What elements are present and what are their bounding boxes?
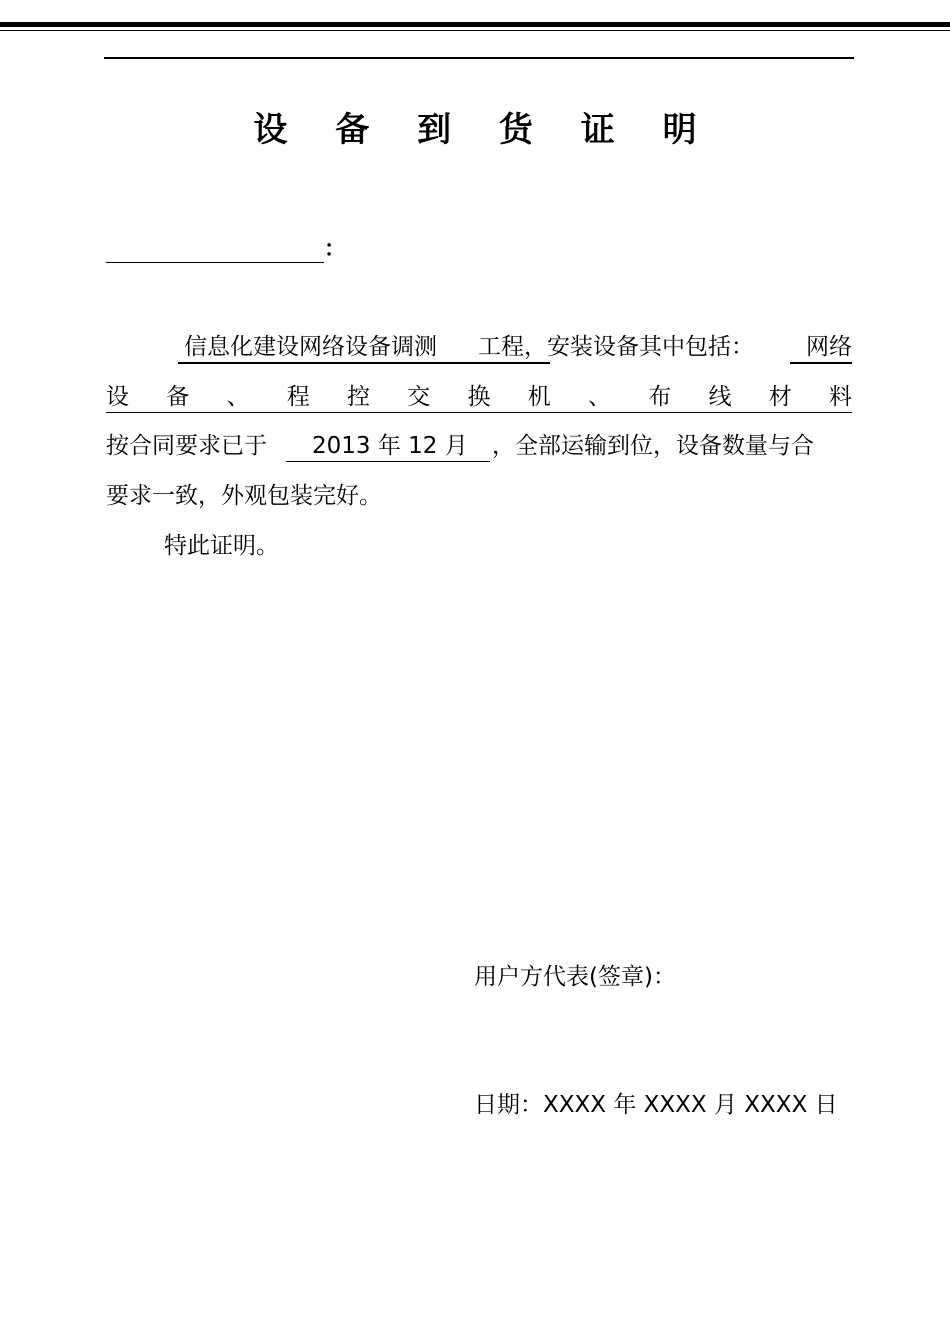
equipment-char: 程 <box>286 384 310 410</box>
equipment-char: 交 <box>407 384 431 410</box>
closing-text: 特此证明。 <box>164 533 279 559</box>
equipment-char: 、 <box>226 384 250 410</box>
header-thick-rule <box>0 22 950 27</box>
document-title: 设 备 到 货 证 明 <box>253 110 715 150</box>
signature-date: 日期：XXXX 年 XXXX 月 XXXX 日 <box>474 1092 838 1118</box>
paragraph-line-4 <box>106 473 852 523</box>
equipment-char: 备 <box>166 384 190 410</box>
equipment-char: 设 <box>106 384 129 410</box>
arrival-date-underline <box>286 427 490 462</box>
text-after-project: 工程，安装设备其中包括： <box>478 334 754 360</box>
equipment-list <box>106 378 852 411</box>
conformity-text: 要求一致，外观包装完好。 <box>106 483 382 509</box>
equipment-char: 材 <box>768 384 792 410</box>
arrival-date: 2013 年 12 月 <box>312 433 468 459</box>
equipment-char: 布 <box>648 384 672 410</box>
equipment-start: 网络 <box>806 334 852 360</box>
signature-label: 用户方代表(签章)： <box>474 964 676 990</box>
header-underline-rule <box>104 57 854 59</box>
equipment-start-underline <box>790 328 852 364</box>
text-before-date: 按合同要求已于 <box>106 433 267 459</box>
equipment-char: 料 <box>829 384 852 410</box>
equipment-char: 换 <box>467 384 491 410</box>
equipment-char: 控 <box>347 384 370 410</box>
text-after-date: ，全部运输到位，设备数量与合 <box>492 433 814 459</box>
recipient-blank <box>106 262 324 263</box>
recipient-colon: ： <box>324 237 347 262</box>
equipment-char: 机 <box>527 384 551 410</box>
paragraph-line-1 <box>106 324 852 374</box>
equipment-list-underline <box>106 412 852 413</box>
equipment-char: 、 <box>588 384 611 410</box>
equipment-char: 线 <box>708 384 732 410</box>
paragraph-line-3 <box>106 423 852 473</box>
project-name: 信息化建设网络设备调测 <box>184 334 437 360</box>
paragraph-line-2 <box>106 374 852 424</box>
paragraph-line-5 <box>106 523 852 573</box>
header-thin-rule <box>0 30 950 31</box>
